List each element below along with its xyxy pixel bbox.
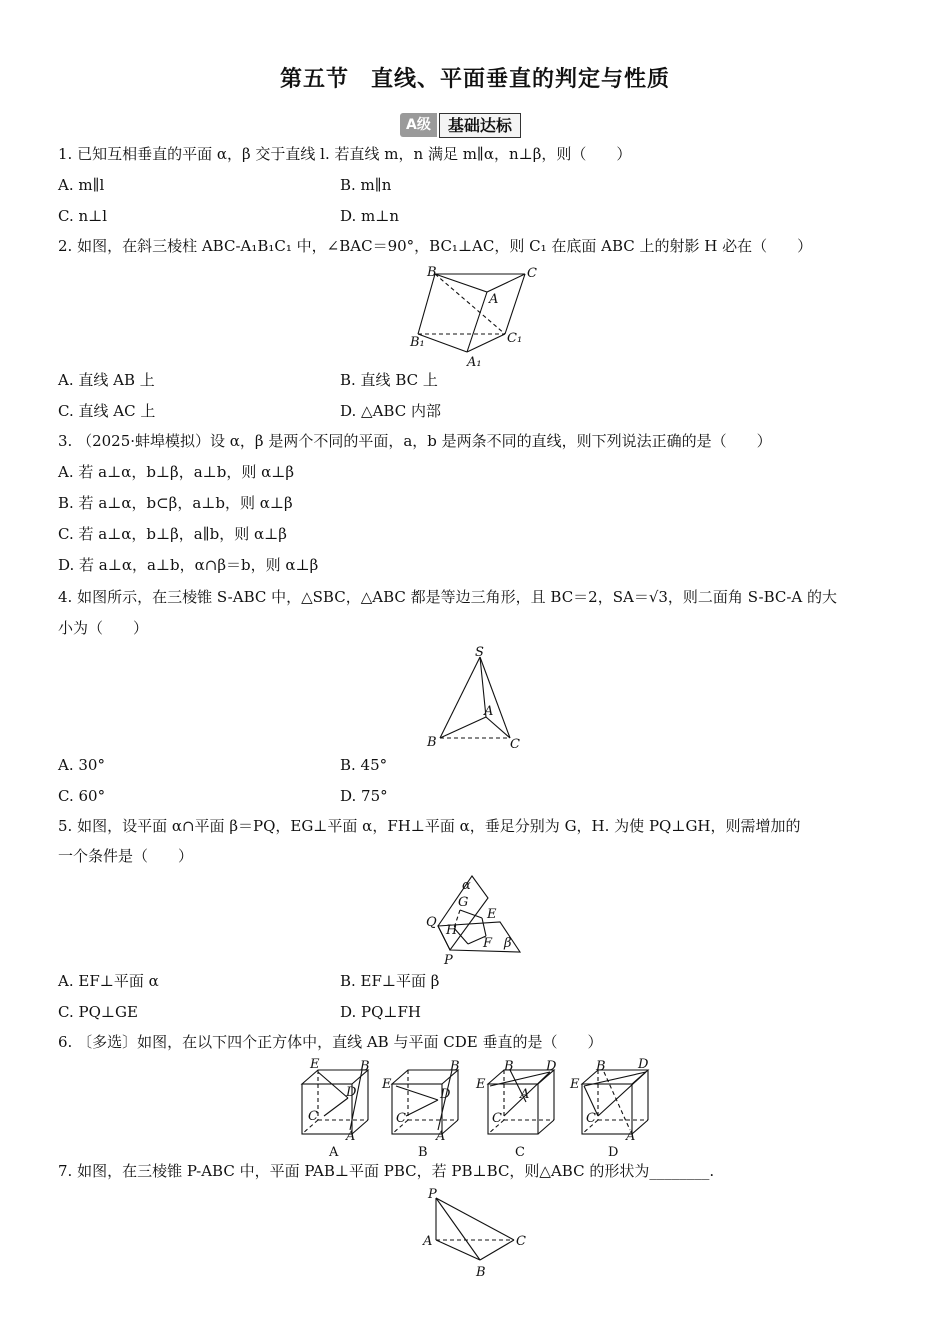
q6d-label-a: A	[626, 1129, 636, 1144]
q2-option-c[interactable]: C. 直线 AC 上	[58, 402, 156, 420]
level-tag: A级	[400, 113, 437, 137]
q2-label-b1: B₁	[410, 335, 425, 350]
q2-label-a: A	[489, 292, 499, 307]
q3-option-d[interactable]: D. 若 a⊥α，a⊥b，α∩β＝b，则 α⊥β	[58, 556, 319, 574]
q4-label-a: A	[484, 704, 494, 719]
q5-option-a[interactable]: A. EF⊥平面 α	[58, 972, 159, 990]
q4-option-d[interactable]: D. 75°	[340, 787, 388, 805]
q7-label-a: A	[423, 1234, 433, 1249]
q6b-label-e: E	[382, 1077, 392, 1092]
q6d-label-d: D	[638, 1058, 649, 1072]
q7-label-b: B	[476, 1265, 486, 1280]
q2-stem: 2. 如图，在斜三棱柱 ABC-A₁B₁C₁ 中，∠BAC＝90°，BC₁⊥AC，则 C₁ 在底面 ABC 上的射影 H 必在（ ）	[58, 237, 813, 255]
q4-stem-line1: 4. 如图所示，在三棱锥 S-ABC 中，△SBC，△ABC 都是等边三角形，且 BC＝2，SA＝√3，则二面角 S-BC-A 的大	[58, 588, 838, 606]
q3-option-c[interactable]: C. 若 a⊥α，b⊥β，a∥b，则 α⊥β	[58, 525, 287, 543]
q2-label-b: B	[427, 265, 437, 280]
q6a-label-a: A	[346, 1129, 356, 1144]
q6-caption-a: A	[329, 1145, 339, 1160]
q6-cube-b	[381, 1059, 460, 1160]
q5-option-b[interactable]: B. EF⊥平面 β	[340, 972, 440, 990]
q5-option-c[interactable]: C. PQ⊥GE	[58, 1003, 138, 1021]
q7-label-c: C	[516, 1234, 526, 1249]
q6d-label-b: B	[596, 1059, 606, 1074]
q5-option-d[interactable]: D. PQ⊥FH	[340, 1003, 422, 1021]
q1-option-b[interactable]: B. m∥n	[340, 176, 392, 194]
section-number: 第五节	[279, 67, 349, 92]
q6a-label-c: C	[308, 1109, 318, 1124]
q2-label-c1: C₁	[507, 331, 523, 346]
q5-label-g: G	[458, 895, 469, 910]
q2-label-a1: A₁	[467, 355, 482, 368]
q1-option-d[interactable]: D. m⊥n	[340, 207, 400, 225]
q6c-label-e: E	[476, 1077, 486, 1092]
q5-label-h: H	[446, 923, 458, 938]
q6-cube-c	[475, 1059, 557, 1160]
q6-cube-d	[569, 1058, 649, 1160]
q4-label-c: C	[510, 737, 520, 752]
q2-option-a[interactable]: A. 直线 AB 上	[58, 371, 155, 389]
q6a-label-d: D	[346, 1085, 357, 1100]
level-name: 基础达标	[439, 113, 521, 138]
q6b-label-c: C	[396, 1111, 406, 1126]
q6-cubes-figure	[298, 1058, 658, 1160]
q5-stem-line2: 一个条件是（ ）	[58, 847, 194, 865]
q2-option-d[interactable]: D. △ABC 内部	[340, 402, 441, 420]
q6-caption-d: D	[608, 1145, 619, 1160]
q5-label-q: Q	[426, 915, 437, 930]
q4-label-s: S	[475, 645, 484, 660]
q6a-label-e: E	[310, 1058, 320, 1072]
q1-stem: 1. 已知互相垂直的平面 α，β 交于直线 l. 若直线 m，n 满足 m∥α，n⊥β，则（ ）	[58, 145, 632, 163]
q2-prism-figure	[405, 262, 545, 368]
q5-label-f: F	[483, 936, 493, 951]
q6b-label-a: A	[436, 1129, 446, 1144]
q5-label-p: P	[444, 953, 453, 968]
q6d-label-e: E	[570, 1077, 580, 1092]
page-title	[0, 62, 950, 93]
q7-pyramid-figure	[420, 1186, 530, 1282]
q6-caption-c: C	[515, 1145, 525, 1160]
q6c-label-b: B	[504, 1059, 514, 1074]
q4-option-c[interactable]: C. 60°	[58, 787, 106, 805]
level-badge	[400, 112, 521, 138]
q5-stem-line1: 5. 如图，设平面 α∩平面 β＝PQ，EG⊥平面 α，FH⊥平面 α，垂足分别为 G，H. 为使 PQ⊥GH，则需增加的	[58, 817, 801, 835]
q7-stem: 7. 如图，在三棱锥 P-ABC 中，平面 PAB⊥平面 PBC，若 PB⊥BC，则△ABC 的形状为________.	[58, 1162, 715, 1180]
q6-stem: 6. 〔多选〕如图，在以下四个正方体中，直线 AB 与平面 CDE 垂直的是（ ）	[58, 1033, 603, 1051]
q6-caption-b: B	[418, 1145, 428, 1160]
q6a-label-b: B	[360, 1059, 370, 1074]
q6b-label-b: B	[450, 1059, 460, 1074]
q6-cube-a	[302, 1058, 370, 1160]
q4-stem-line2: 小为（ ）	[58, 619, 149, 637]
q6d-label-c: C	[586, 1111, 596, 1126]
q5-label-alpha: α	[462, 878, 471, 893]
q1-option-c[interactable]: C. n⊥l	[58, 207, 108, 225]
q6c-label-a: A	[520, 1087, 530, 1102]
q3-stem: 3. （2025·蚌埠模拟）设 α，β 是两个不同的平面，a，b 是两条不同的直线，则下列说法正确的是（ ）	[58, 432, 772, 450]
q4-label-b: B	[427, 735, 437, 750]
q6c-label-c: C	[492, 1111, 502, 1126]
q5-label-e: E	[487, 907, 497, 922]
q3-option-b[interactable]: B. 若 a⊥α，b⊂β，a⊥b，则 α⊥β	[58, 494, 293, 512]
q5-label-beta: β	[504, 936, 512, 951]
q1-option-a[interactable]: A. m∥l	[58, 176, 105, 194]
q4-option-a[interactable]: A. 30°	[58, 756, 105, 774]
q3-option-a[interactable]: A. 若 a⊥α，b⊥β，a⊥b，则 α⊥β	[58, 463, 295, 481]
q5-planes-figure	[420, 870, 530, 968]
q7-label-p: P	[428, 1187, 437, 1202]
q2-label-c: C	[527, 266, 537, 281]
q4-option-b[interactable]: B. 45°	[340, 756, 388, 774]
q2-option-b[interactable]: B. 直线 BC 上	[340, 371, 438, 389]
q6c-label-d: D	[546, 1059, 557, 1074]
section-title: 直线、平面垂直的判定与性质	[371, 67, 671, 92]
q4-pyramid-figure	[420, 643, 530, 753]
q6b-label-d: D	[440, 1087, 451, 1102]
